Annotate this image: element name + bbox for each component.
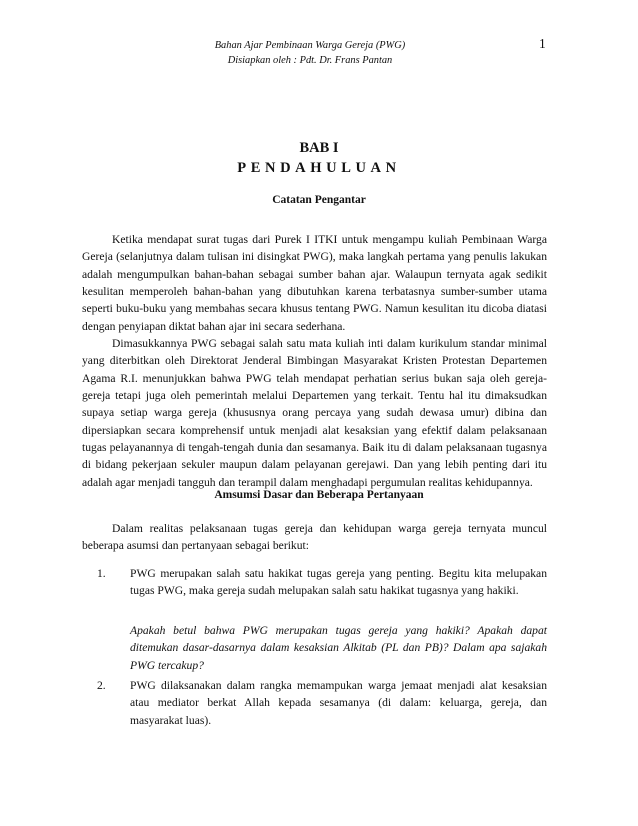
section-body-catatan xyxy=(82,231,547,491)
list-number: 2. xyxy=(97,679,106,692)
chapter-label: BAB I xyxy=(299,140,339,156)
list-item-text: PWG dilaksanakan dalam rangka memampukan warga jemaat menjadi alat kesaksian atau mediator berkat Allah kepada sesamanya (di dalam: keluarga, gereja, dan masyarakat luas). xyxy=(130,679,547,727)
header-author: Disiapkan oleh : Pdt. Dr. Frans Pantan xyxy=(227,55,393,66)
header-title: Bahan Ajar Pembinaan Warga Gereja (PWG) xyxy=(214,40,406,51)
list-number: 1. xyxy=(97,567,106,580)
paragraph: Dalam realitas pelaksanaan tugas gereja dan kehidupan warga gereja ternyata muncul beberapa asumsi dan pertanyaan sebagai berikut: xyxy=(82,522,547,553)
numbered-list-item xyxy=(82,677,547,729)
italic-question: Apakah betul bahwa PWG merupakan tugas gereja yang hakiki? Apakah dapat ditemukan dasar-dasarnya dalam kesaksian Alkitab (PL dan PB)? Dalam apa sajakah PWG tercakup? xyxy=(130,624,547,672)
list-item-text: PWG merupakan salah satu hakikat tugas gereja yang penting. Begitu kita melupakan tugas PWG, maka gereja sudah melupakan salah satu hakikat tugasnya yang hakiki. xyxy=(130,567,547,598)
chapter-title: PENDAHULUAN xyxy=(237,160,401,176)
section-intro-amsumsi xyxy=(82,520,547,555)
numbered-list-item xyxy=(82,565,547,600)
running-header xyxy=(150,38,470,68)
section-heading-catatan: Catatan Pengantar xyxy=(272,194,366,206)
list-item xyxy=(82,677,547,729)
paragraph: Ketika mendapat surat tugas dari Purek I ITKI untuk mengampu kuliah Pembinaan Warga Gereja (selanjutnya dalam tulisan ini disingkat PWG), maka langkah pertama yang penulis lakukan adalah mengumpulkan bahan-bahan sebagai sumber bahan ajar. Walaupun ternyata agak sedikit kesulitan memperoleh bahan-bahan yang dibutuhkan karena terbatasnya sumber-sumber utama seperti buku-buku yang membahas secara khusus tentang PWG. Namun kesulitan itu dicoba diatasi dengan penyiapan diktat bahan ajar ini secara sederhana. xyxy=(82,233,547,333)
section-heading-amsumsi: Amsumsi Dasar dan Beberapa Pertanyaan xyxy=(214,489,424,501)
page-number: 1 xyxy=(539,36,546,51)
list-item xyxy=(82,565,547,600)
paragraph: Dimasukkannya PWG sebagai salah satu mata kuliah inti dalam kurikulum standar minimal yang diterbitkan oleh Direktorat Jenderal Bimbingan Masyarakat Kristen Protestan Departemen Agama R.I. menunjukkan bahwa PWG telah mendapat perhatian serius bukan saja oleh gereja-gereja tetapi juga oleh pemerintah melalui Departemen yang terkait. Tentu hal itu dimaksudkan supaya setiap warga gereja (khususnya orang percaya yang sudah dewasa umur) dibina dan dipersiapkan secara komprehensif untuk menjadi alat kesaksian yang efektif dalam pelaksanaan tugas pelayanannya di tengah-tengah dunia dan sesamanya. Baik itu di dalam pelaksanaan tugasnya di bidang pekerjaan sekuler maupun dalam pelayanan gerejawi. Dan yang lebih penting dari itu adalah agar menjadi tangguh dan terampil dalam menghadapi pergumulan realitas kehidupannya. xyxy=(82,337,547,489)
